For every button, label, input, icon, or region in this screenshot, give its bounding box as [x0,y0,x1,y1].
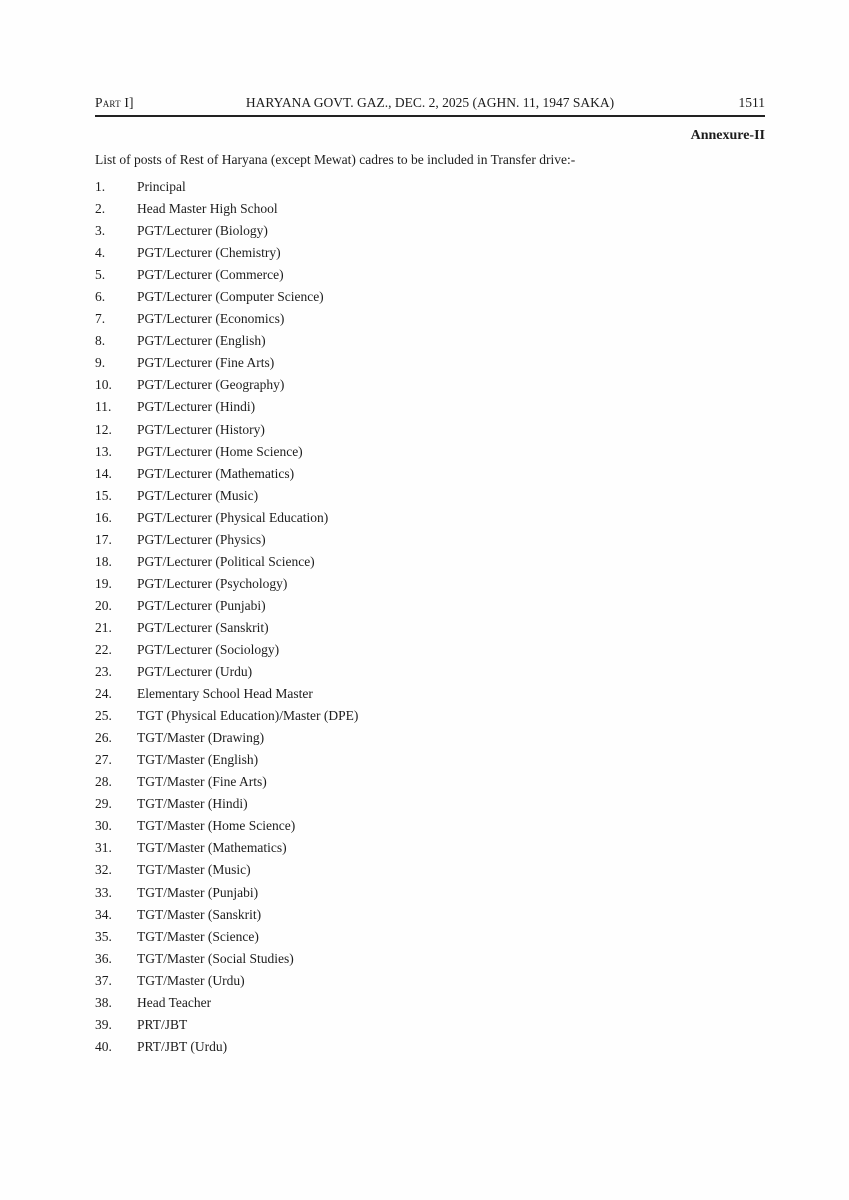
item-label: PGT/Lecturer (Punjabi) [137,597,266,613]
item-label: PGT/Lecturer (Fine Arts) [137,355,275,371]
page-number: 1511 [738,95,765,110]
item-label: TGT/Master (Science) [137,928,259,944]
item-number: 15. [95,487,112,503]
item-label: TGT/Master (Mathematics) [137,840,287,856]
item-number: 6. [95,289,106,305]
list-item [95,639,765,661]
list-item [95,352,765,374]
item-number: 3. [95,223,106,239]
annexure-heading: Annexure-II [690,128,765,143]
intro-text: List of posts of Rest of Haryana (except Mewat) cadres to be included in Transfer drive:- [95,152,576,167]
item-number: 4. [95,245,106,261]
item-label: PGT/Lecturer (Sanskrit) [137,619,269,635]
item-label: PGT/Lecturer (Sociology) [137,641,280,657]
list-item [95,573,765,595]
list-item [95,529,765,551]
item-number: 32. [95,862,112,878]
list-item [95,330,765,352]
list-item [95,1014,765,1036]
item-label: PGT/Lecturer (Geography) [137,377,285,393]
item-number: 18. [95,553,112,569]
item-label: PRT/JBT [137,1016,188,1032]
list-item [95,771,765,793]
item-label: PGT/Lecturer (Computer Science) [137,289,324,305]
item-number: 7. [95,311,106,327]
item-number: 33. [95,884,112,900]
item-number: 24. [95,686,112,702]
item-label: TGT/Master (Drawing) [137,730,265,746]
item-label: PGT/Lecturer (Home Science) [137,443,303,459]
item-label: TGT/Master (Punjabi) [137,884,259,900]
list-item [95,507,765,529]
item-label: TGT/Master (Social Studies) [137,950,294,966]
gazette-title: HARYANA GOVT. GAZ., DEC. 2, 2025 (AGHN. 11, 1947 SAKA) [245,95,615,110]
list-item [95,815,765,837]
item-number: 20. [95,597,112,613]
list-item [95,286,765,308]
item-label: TGT/Master (Fine Arts) [137,774,267,790]
item-number: 35. [95,928,112,944]
item-number: 21. [95,619,112,635]
item-number: 25. [95,708,112,724]
item-label: PGT/Lecturer (Economics) [137,311,285,327]
list-item [95,859,765,881]
item-label: TGT/Master (Sanskrit) [137,906,262,922]
item-label: PGT/Lecturer (Chemistry) [137,245,281,261]
list-item [95,242,765,264]
part-label: Part I] [95,95,134,110]
list-item [95,1036,765,1058]
item-label: PGT/Lecturer (Commerce) [137,267,284,283]
item-number: 5. [95,267,106,283]
list-item [95,793,765,815]
item-number: 9. [95,355,106,371]
item-number: 17. [95,531,112,547]
item-label: Elementary School Head Master [137,686,313,702]
list-item [95,749,765,771]
item-number: 13. [95,443,112,459]
list-item [95,683,765,705]
list-item [95,463,765,485]
item-label: TGT/Master (Music) [137,862,251,878]
list-item [95,926,765,948]
list-item [95,904,765,926]
item-number: 10. [95,377,112,393]
item-number: 40. [95,1038,112,1054]
item-label: TGT/Master (Urdu) [137,972,245,988]
list-item [95,727,765,749]
list-item [95,882,765,904]
item-number: 28. [95,774,112,790]
item-label: Head Teacher [137,994,212,1010]
list-item [95,419,765,441]
item-label: PGT/Lecturer (Hindi) [137,399,256,415]
post-list [95,176,765,1058]
item-number: 34. [95,906,112,922]
item-number: 29. [95,796,112,812]
item-label: PGT/Lecturer (Political Science) [137,553,315,569]
item-number: 27. [95,752,112,768]
item-number: 12. [95,421,112,437]
item-number: 30. [95,818,112,834]
item-number: 22. [95,641,112,657]
item-number: 16. [95,509,112,525]
item-label: Principal [137,179,186,194]
item-label: PGT/Lecturer (Mathematics) [137,465,295,481]
item-label: PGT/Lecturer (Urdu) [137,664,253,680]
item-number: 2. [95,201,106,217]
item-label: TGT (Physical Education)/Master (DPE) [137,708,359,724]
list-item [95,970,765,992]
list-item [95,396,765,418]
list-item [95,220,765,242]
list-item [95,551,765,573]
item-number: 23. [95,664,112,680]
item-number: 14. [95,465,112,481]
list-item [95,176,765,198]
list-item [95,308,765,330]
item-number: 31. [95,840,112,856]
list-item [95,837,765,859]
item-label: PGT/Lecturer (Physical Education) [137,509,329,525]
list-item [95,661,765,683]
list-item [95,198,765,220]
list-item [95,264,765,286]
list-item [95,441,765,463]
item-number: 37. [95,972,112,988]
item-label: PGT/Lecturer (English) [137,333,266,349]
item-label: PRT/JBT (Urdu) [137,1038,228,1054]
item-number: 19. [95,575,112,591]
item-number: 26. [95,730,112,746]
item-label: PGT/Lecturer (History) [137,421,265,437]
item-label: PGT/Lecturer (Music) [137,487,259,503]
item-label: PGT/Lecturer (Psychology) [137,575,288,591]
list-item [95,617,765,639]
list-item [95,374,765,396]
item-label: PGT/Lecturer (Physics) [137,531,266,547]
item-label: TGT/Master (Home Science) [137,818,296,834]
list-item [95,948,765,970]
item-number: 8. [95,333,106,349]
item-label: TGT/Master (English) [137,752,259,768]
list-item [95,485,765,507]
item-number: 1. [95,179,106,194]
item-label: Head Master High School [137,201,278,217]
list-item [95,705,765,727]
item-label: TGT/Master (Hindi) [137,796,248,812]
list-item [95,992,765,1014]
item-number: 11. [95,399,112,415]
list-item [95,595,765,617]
page-header [95,94,765,117]
item-number: 38. [95,994,112,1010]
item-number: 36. [95,950,112,966]
item-label: PGT/Lecturer (Biology) [137,223,268,239]
item-number: 39. [95,1016,112,1032]
